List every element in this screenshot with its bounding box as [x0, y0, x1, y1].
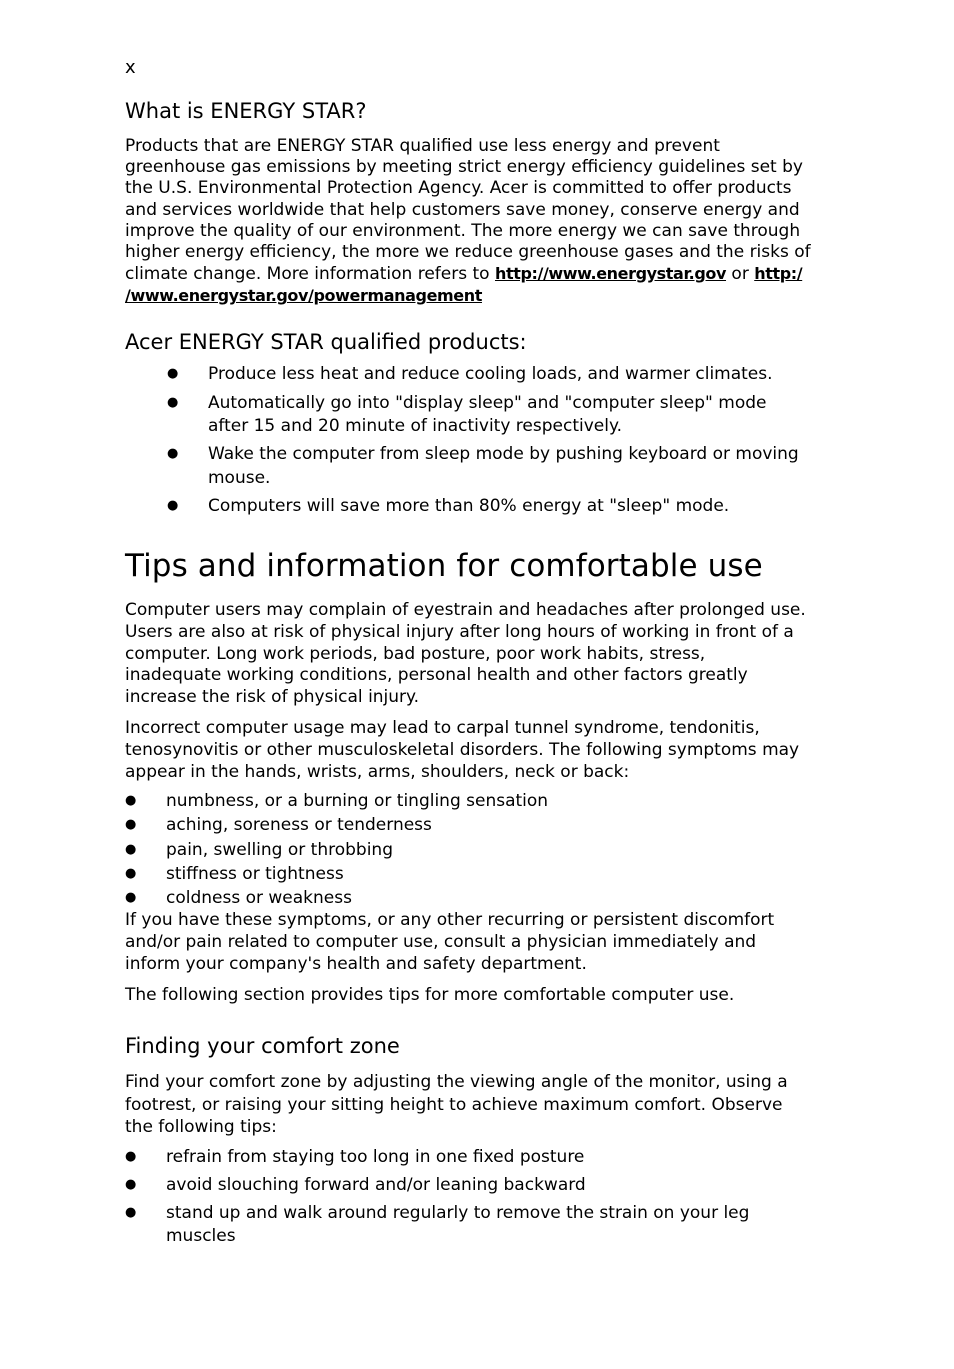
bullet: ●: [167, 446, 179, 461]
paragraph-line: inadequate working conditions, personal health and other factors greatly: [125, 665, 748, 686]
comfort-paragraph: [125, 1071, 788, 1139]
list-item-text: coldness or weakness: [166, 888, 352, 908]
paragraph-line: higher energy efficiency, the more we reduce greenhouse gases and the risks of: [125, 242, 811, 263]
paragraph-line: greenhouse gas emissions by meeting strict energy efficiency guidelines set by: [125, 157, 803, 178]
bullet: ●: [125, 817, 137, 832]
line-text: climate change. More information refers to: [125, 264, 495, 285]
powermanagement-link[interactable]: /www.energystar.gov/powermanagement: [125, 286, 482, 306]
list-item-text: Automatically go into "display sleep" and "computer sleep" mode: [208, 393, 767, 413]
bullet: ●: [125, 1149, 137, 1164]
paragraph-line: tenosynovitis or other musculoskeletal disorders. The following symptoms may: [125, 739, 800, 760]
qualified-products-heading: Acer ENERGY STAR qualified products:: [125, 330, 527, 354]
tips-paragraph-3: [125, 910, 774, 975]
energy-star-heading: What is ENERGY STAR?: [125, 99, 367, 123]
bullet: ●: [167, 395, 179, 410]
list-item-text: avoid slouching forward and/or leaning backward: [166, 1175, 586, 1195]
paragraph-line: increase the risk of physical injury.: [125, 687, 420, 708]
tips-paragraph-1: [125, 600, 806, 709]
paragraph-line: the following tips:: [125, 1117, 277, 1138]
bullet: ●: [125, 1205, 137, 1220]
list-item-text: numbness, or a burning or tingling sensation: [166, 791, 549, 811]
page-number: x: [125, 57, 136, 78]
bullet: ●: [125, 890, 137, 905]
energy-star-paragraph: [125, 136, 811, 308]
list-item-text: muscles: [166, 1226, 236, 1246]
tips-heading: Tips and information for comfortable use: [125, 548, 763, 584]
tips-paragraph-4: The following section provides tips for more comfortable computer use.: [125, 985, 735, 1005]
paragraph-line: and/or pain related to computer use, consult a physician immediately and: [125, 931, 757, 952]
list-item-text: after 15 and 20 minute of inactivity respectively.: [208, 416, 622, 436]
paragraph-line: improve the quality of our environment. The more energy we can save through: [125, 220, 801, 241]
paragraph-line: the U.S. Environmental Protection Agency. Acer is committed to offer products: [125, 178, 792, 199]
list-item: [125, 1202, 825, 1248]
bullet: ●: [167, 498, 179, 513]
paragraph-line: If you have these symptoms, or any other recurring or persistent discomfort: [125, 910, 775, 930]
list-item-text: stiffness or tightness: [166, 864, 344, 884]
list-item: [167, 443, 827, 489]
list-item-text: Wake the computer from sleep mode by pushing keyboard or moving: [208, 444, 799, 464]
list-item-text: aching, soreness or tenderness: [166, 815, 432, 835]
bullet: ●: [125, 1177, 137, 1192]
list-item-text: stand up and walk around regularly to remove the strain on your leg: [166, 1203, 750, 1223]
bullet: ●: [125, 842, 137, 857]
paragraph-line: Products that are ENERGY STAR qualified use less energy and prevent: [125, 136, 720, 156]
list-item-text: refrain from staying too long in one fixed posture: [166, 1147, 585, 1167]
paragraph-line: and services worldwide that help customers save money, conserve energy and: [125, 199, 800, 220]
paragraph-line: [125, 263, 811, 285]
energystar-link[interactable]: http://www.energystar.gov: [494, 264, 727, 284]
list-item-text: pain, swelling or throbbing: [166, 840, 393, 860]
paragraph-line: computer. Long work periods, bad posture, poor work habits, stress,: [125, 643, 706, 664]
paragraph-line: Incorrect computer usage may lead to carpal tunnel syndrome, tendonitis,: [125, 718, 760, 738]
paragraph-line: footrest, or raising your sitting height to achieve maximum comfort. Observe: [125, 1094, 783, 1115]
paragraph-line: inform your company's health and safety department.: [125, 953, 587, 974]
paragraph-line: Users are also at risk of physical injury after long hours of working in front of a: [125, 621, 794, 642]
powermanagement-link-start[interactable]: http:/: [754, 264, 803, 284]
list-item-text: mouse.: [208, 468, 271, 488]
paragraph-line: Computer users may complain of eyestrain and headaches after prolonged use.: [125, 600, 806, 620]
list-item-text: Produce less heat and reduce cooling loads, and warmer climates.: [208, 364, 773, 384]
comfort-zone-heading: Finding your comfort zone: [125, 1034, 400, 1058]
list-item-text: Computers will save more than 80% energy at "sleep" mode.: [208, 496, 730, 516]
paragraph-line: Find your comfort zone by adjusting the viewing angle of the monitor, using a: [125, 1072, 788, 1092]
bullet: ●: [125, 793, 137, 808]
bullet: ●: [167, 366, 179, 381]
paragraph-line: appear in the hands, wrists, arms, shoulders, neck or back:: [125, 761, 630, 782]
tips-paragraph-2: [125, 718, 799, 783]
list-item: [167, 392, 827, 438]
bullet: ●: [125, 866, 137, 881]
paragraph-line: [125, 285, 811, 307]
or-text: or: [726, 264, 755, 285]
